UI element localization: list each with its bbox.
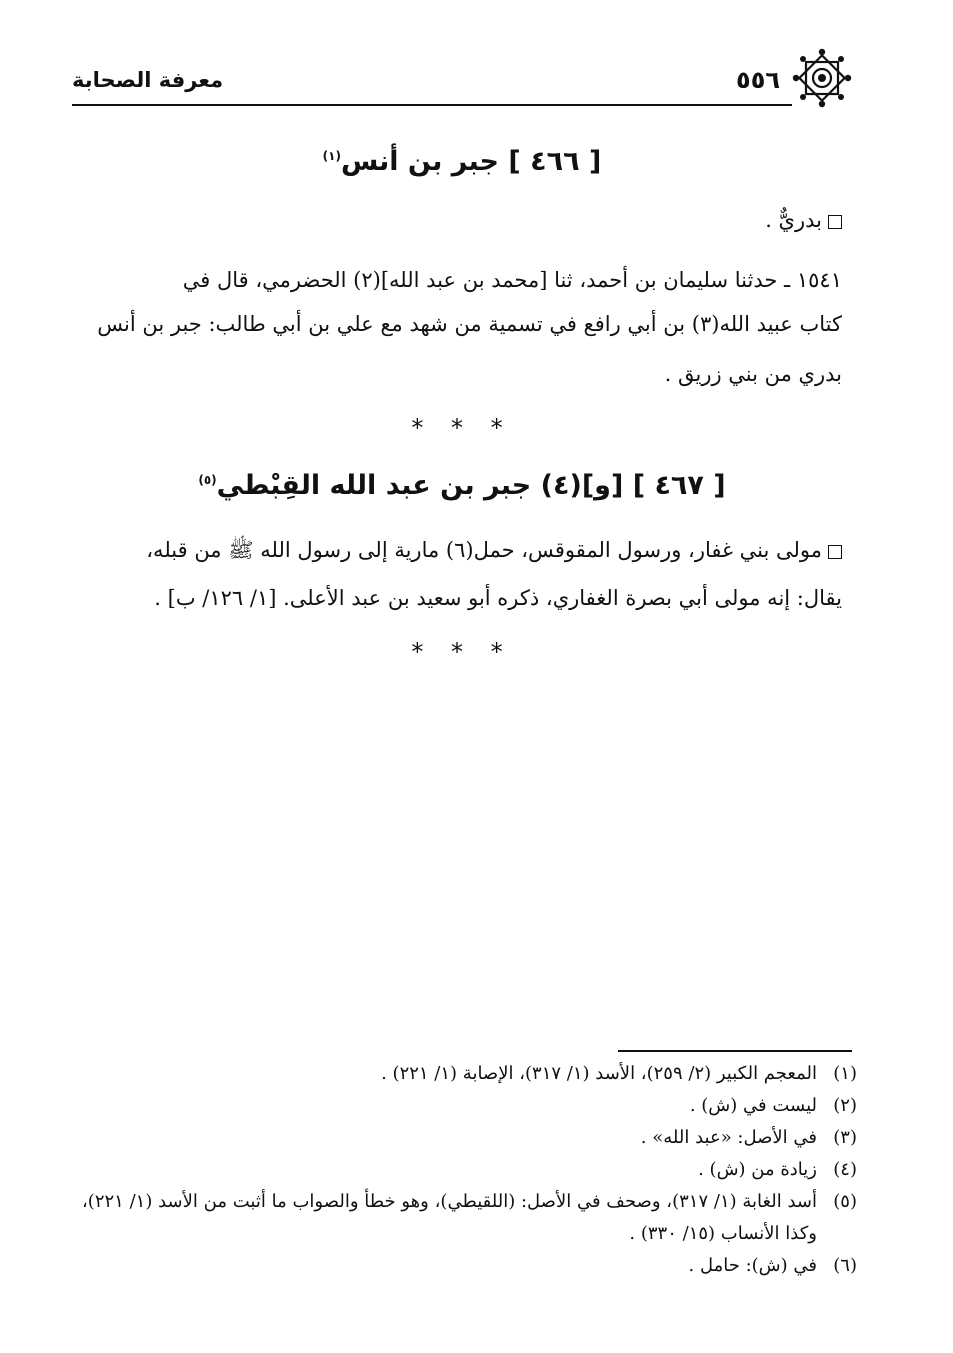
entry-466-descriptor	[82, 198, 842, 242]
footnotes	[82, 1058, 857, 1282]
footnote-number: (٢)	[833, 1095, 857, 1116]
square-marker-icon	[828, 215, 842, 229]
entry-467-title-footnote-ref: (٥)	[198, 473, 217, 487]
entry-467-line-1	[82, 528, 842, 572]
square-marker-icon	[828, 545, 842, 559]
section-separator: * * *	[411, 414, 513, 442]
footnote-item	[82, 1058, 857, 1090]
hadith-1541-line-3: بدري من بني زريق .	[664, 362, 842, 386]
footnote-text: في الأصل: «عبد الله» .	[640, 1127, 817, 1148]
hadith-1541-line-1: ١٥٤١ ـ حدثنا سليمان بن أحمد، ثنا [محمد بن عبد الله](٢) الحضرمي، قال في	[182, 268, 842, 292]
entry-466-descriptor-text: بدريٌّ .	[765, 208, 822, 232]
entry-466-title-footnote-ref: (١)	[322, 149, 341, 163]
footnote-number: (١)	[833, 1063, 857, 1084]
entry-467-title-text: [ ٤٦٧ ] [و](٤) جبر بن عبد الله القِبْطي	[216, 470, 726, 501]
footnote-number: (٤)	[833, 1159, 857, 1180]
footnote-text: أسد الغابة (١/ ٣١٧)، وصحف في الأصل: (اللقيطي)، وهو خطأ والصواب ما أثبت من الأسد (١/ ٢٢١)، وكذا الأنساب (١٥/ ٣٣٠) .	[82, 1191, 817, 1244]
entry-467-line-1-text: مولى بني غفار، ورسول المقوقس، حمل(٦) مارية إلى رسول الله ﷺ من قبله،	[146, 538, 822, 562]
entry-466-title-text: [ ٤٦٦ ] جبر بن أنس	[340, 146, 602, 177]
footnote-text: في (ش): حامل .	[688, 1255, 817, 1276]
footnote-item	[82, 1154, 857, 1186]
footnote-item	[82, 1186, 857, 1250]
footnote-rule	[618, 1050, 852, 1052]
footnote-number: (٥)	[833, 1191, 857, 1212]
page-header	[72, 62, 852, 102]
section-separator-2: * * *	[411, 638, 513, 666]
entry-467-line-2: يقال: إنه مولى أبي بصرة الغفاري، ذكره أبو سعيد بن عبد الأعلى. [١/ ١٢٦/ ب] .	[154, 586, 842, 610]
entry-466-title	[82, 146, 842, 177]
footnote-text: زيادة من (ش) .	[698, 1159, 817, 1180]
entry-467-title	[82, 470, 842, 501]
running-title: معرفة الصحابة	[72, 68, 224, 92]
page-number: ٥٥٦	[736, 66, 780, 94]
footnote-item	[82, 1122, 857, 1154]
header-rule	[72, 104, 792, 106]
footnote-item	[82, 1250, 857, 1282]
footnote-text: ليست في (ش) .	[689, 1095, 817, 1116]
hadith-1541-line-2: كتاب عبيد الله(٣) بن أبي رافع في تسمية من شهد مع علي بن أبي طالب: جبر بن أنس	[97, 312, 842, 336]
footnote-item	[82, 1090, 857, 1122]
footnote-number: (٦)	[833, 1255, 857, 1276]
footnote-text: المعجم الكبير (٢/ ٢٥٩)، الأسد (١/ ٣١٧)، الإصابة (١/ ٢٢١) .	[381, 1063, 817, 1084]
octagonal-star-ornament-icon	[792, 48, 852, 108]
footnote-number: (٣)	[833, 1127, 857, 1148]
